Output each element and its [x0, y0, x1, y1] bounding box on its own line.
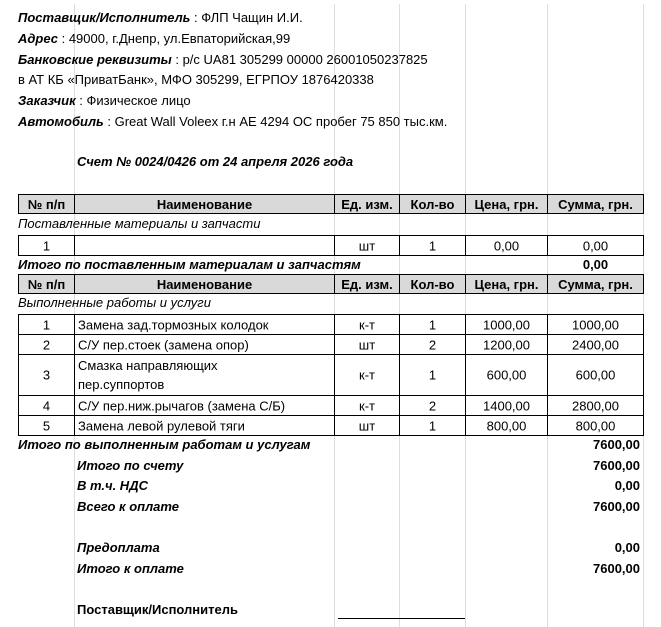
signature-label: Поставщик/Исполнитель: [77, 602, 239, 617]
bank-line-2: [18, 70, 374, 90]
row-qty: 2: [399, 395, 466, 416]
bank-line: [18, 50, 428, 70]
row-unit: шт: [334, 235, 400, 256]
row-no: 4: [18, 395, 75, 416]
works-section-title: Выполненные работы и услуги: [18, 295, 211, 310]
materials-total-label: Итого по поставленным материалам и запчастям: [18, 257, 361, 272]
col-header-price: Цена, грн.: [465, 274, 548, 294]
row-price: 800,00: [465, 415, 548, 436]
invoice-title: Счет № 0024/0426 от 24 апреля 2026 года: [77, 154, 354, 169]
address-label: Адрес: [18, 31, 58, 46]
customer-line: [18, 91, 191, 111]
col-header-sum: Сумма, грн.: [547, 274, 644, 294]
col-header-qty: Кол-во: [399, 274, 466, 294]
supplier-line: [18, 8, 303, 28]
vat-label: В т.ч. НДС: [77, 478, 148, 493]
row-sum: 1000,00: [547, 314, 644, 335]
customer-value: : Физическое лицо: [75, 93, 191, 108]
row-qty: 1: [399, 415, 466, 436]
row-no: 1: [18, 314, 75, 335]
to-pay-value: 7600,00: [593, 561, 640, 576]
row-price: 1400,00: [465, 395, 548, 416]
grand-total-value: 7600,00: [593, 499, 640, 514]
row-qty: 1: [399, 235, 466, 256]
row-sum: 800,00: [547, 415, 644, 436]
supplier-label: Поставщик/Исполнитель: [18, 10, 191, 25]
invoice-total-label: Итого по счету: [77, 458, 184, 473]
row-name: Смазка направляющих пер.суппортов: [74, 354, 335, 396]
supplier-value: : ФЛП Чащин И.И.: [190, 10, 303, 25]
row-price: 1200,00: [465, 334, 548, 355]
car-value: : Great Wall Voleex г.н АЕ 4294 ОС пробег 75 850 тыс.км.: [103, 114, 448, 129]
row-unit: шт: [334, 415, 400, 436]
invoice-total-value: 7600,00: [593, 458, 640, 473]
row-no: 5: [18, 415, 75, 436]
row-no: 3: [18, 354, 75, 396]
bank-value-2: в АТ КБ «ПриватБанк», МФО 305299, ЕГРПОУ 1876420338: [18, 72, 374, 87]
car-label: Автомобиль: [18, 114, 104, 129]
prepay-value: 0,00: [614, 540, 640, 555]
row-qty: 1: [399, 314, 466, 335]
materials-total-value: 0,00: [582, 257, 609, 272]
row-unit: шт: [334, 334, 400, 355]
col-header-no: № п/п: [18, 274, 75, 294]
row-name: Замена левой рулевой тяги: [74, 415, 335, 436]
vat-value: 0,00: [614, 478, 640, 493]
col-header-unit: Ед. изм.: [334, 274, 400, 294]
materials-section-title: Поставленные материалы и запчасти: [18, 216, 261, 231]
row-qty: 2: [399, 334, 466, 355]
row-unit: к-т: [334, 314, 400, 335]
row-no: 1: [18, 235, 75, 256]
row-sum: 2400,00: [547, 334, 644, 355]
car-line: [18, 112, 447, 132]
col-header-sum: Сумма, грн.: [547, 194, 644, 214]
row-name: [74, 235, 335, 256]
row-price: 1000,00: [465, 314, 548, 335]
col-header-unit: Ед. изм.: [334, 194, 400, 214]
row-qty: 1: [399, 354, 466, 396]
row-no: 2: [18, 334, 75, 355]
row-unit: к-т: [334, 354, 400, 396]
row-unit: к-т: [334, 395, 400, 416]
works-total-label: Итого по выполненным работам и услугам: [18, 437, 311, 452]
customer-label: Заказчик: [18, 93, 76, 108]
row-sum: 0,00: [547, 235, 644, 256]
bank-value: : р/с UA81 305299 00000 26001050237825: [171, 52, 428, 67]
col-header-name: Наименование: [74, 274, 335, 294]
col-header-price: Цена, грн.: [465, 194, 548, 214]
bank-label: Банковские реквизиты: [18, 52, 172, 67]
grand-total-label: Всего к оплате: [77, 499, 180, 514]
works-total-value: 7600,00: [593, 437, 640, 452]
invoice-sheet: [18, 4, 661, 627]
row-sum: 600,00: [547, 354, 644, 396]
col-header-qty: Кол-во: [399, 194, 466, 214]
row-name: С/У пер.стоек (замена опор): [74, 334, 335, 355]
col-header-no: № п/п: [18, 194, 75, 214]
row-price: 600,00: [465, 354, 548, 396]
to-pay-label: Итого к оплате: [77, 561, 184, 576]
prepay-label: Предоплата: [77, 540, 160, 555]
address-value: : 49000, г.Днепр, ул.Евпаторийская,99: [57, 31, 291, 46]
row-sum: 2800,00: [547, 395, 644, 416]
row-name: С/У пер.ниж.рычагов (замена С/Б): [74, 395, 335, 416]
row-name: Замена зад.тормозных колодок: [74, 314, 335, 335]
signature-line: [338, 618, 465, 619]
row-price: 0,00: [465, 235, 548, 256]
address-line: [18, 29, 290, 49]
col-header-name: Наименование: [74, 194, 335, 214]
